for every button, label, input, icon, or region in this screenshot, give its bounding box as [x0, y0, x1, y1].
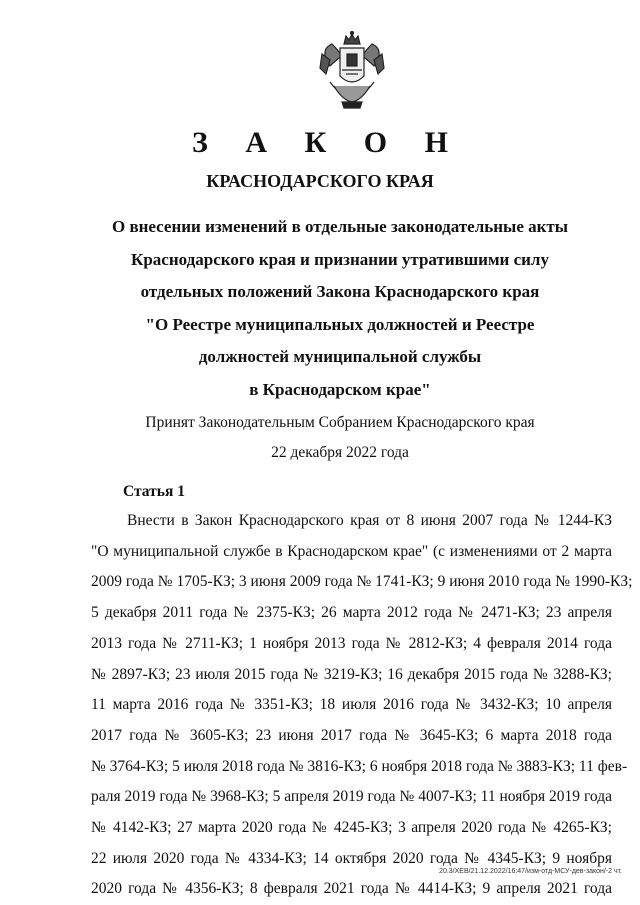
article-line: 22 июля 2020 года № 4334-КЗ; 14 октября 2020 года № 4345-КЗ; 9 ноября: [91, 849, 612, 867]
subject-line: отдельных положений Закона Краснодарского края: [140, 282, 540, 302]
article-heading: Статья 1: [123, 483, 185, 500]
document-region: КРАСНОДАРСКОГО КРАЯ: [206, 171, 434, 191]
coat-of-arms-icon: [316, 30, 388, 110]
document-footer-code: 20.3/ХЕВ/21.12.2022/16:47/изм-отд-МСУ-дев-закон/-2 чт.: [439, 868, 622, 875]
article-line: Внести в Закон Краснодарского края от 8 июня 2007 года № 1244-КЗ: [127, 512, 612, 529]
article-line: 11 марта 2016 года № 3351-КЗ; 18 июля 2016 года № 3432-КЗ; 10 апреля: [91, 696, 612, 714]
article-line: 5 декабря 2011 года № 2375-КЗ; 26 марта 2012 года № 2471-КЗ; 23 апреля: [91, 604, 612, 622]
subject-line: "О Реестре муниципальных должностей и Реестре: [145, 314, 535, 334]
document-title: З А К О Н: [192, 126, 463, 159]
article-body: [91, 506, 633, 905]
subject-line: О внесении изменений в отдельные законодательные акты: [111, 217, 569, 236]
article-line: № 3764-КЗ; 5 июля 2018 года № 3816-КЗ; 6 ноября 2018 года № 3883-КЗ; 11 фев-: [91, 757, 628, 775]
subject-line: должностей муниципальной службы: [198, 347, 482, 367]
article-line: 2009 года № 1705-КЗ; 3 июня 2009 года № 1741-КЗ; 9 июня 2010 года № 1990-КЗ;: [91, 573, 633, 591]
adoption-body: Принят Законодательным Собранием Краснодарского края: [145, 414, 535, 431]
article-line: "О муниципальной службе в Краснодарском крае" (с изменениями от 2 марта: [91, 542, 612, 560]
law-subject: [100, 211, 580, 407]
subject-line: Краснодарского края и признании утратившими силу: [131, 249, 549, 269]
article-line: № 2897-КЗ; 23 июля 2015 года № 3219-КЗ; 16 декабря 2015 года № 3288-КЗ;: [91, 665, 612, 683]
article-line: 2017 года № 3605-КЗ; 23 июня 2017 года № 3645-КЗ; 6 марта 2018 года: [91, 726, 612, 744]
article-line: 2020 года № 4356-КЗ; 8 февраля 2021 года № 4414-КЗ; 9 апреля 2021 года: [91, 880, 612, 898]
article-line: раля 2019 года № 3968-КЗ; 5 апреля 2019 года № 4007-КЗ; 11 ноября 2019 года: [91, 788, 612, 806]
adoption-date: 22 декабря 2022 года: [271, 444, 409, 461]
adoption-note: [100, 408, 580, 468]
article-line: 2013 года № 2711-КЗ; 1 ноября 2013 года № 2812-КЗ; 4 февраля 2014 года: [91, 634, 612, 652]
subject-line: в Краснодарском крае": [249, 379, 431, 399]
article-line: № 4142-КЗ; 27 марта 2020 года № 4245-КЗ; 3 апреля 2020 года № 4265-КЗ;: [91, 819, 612, 837]
